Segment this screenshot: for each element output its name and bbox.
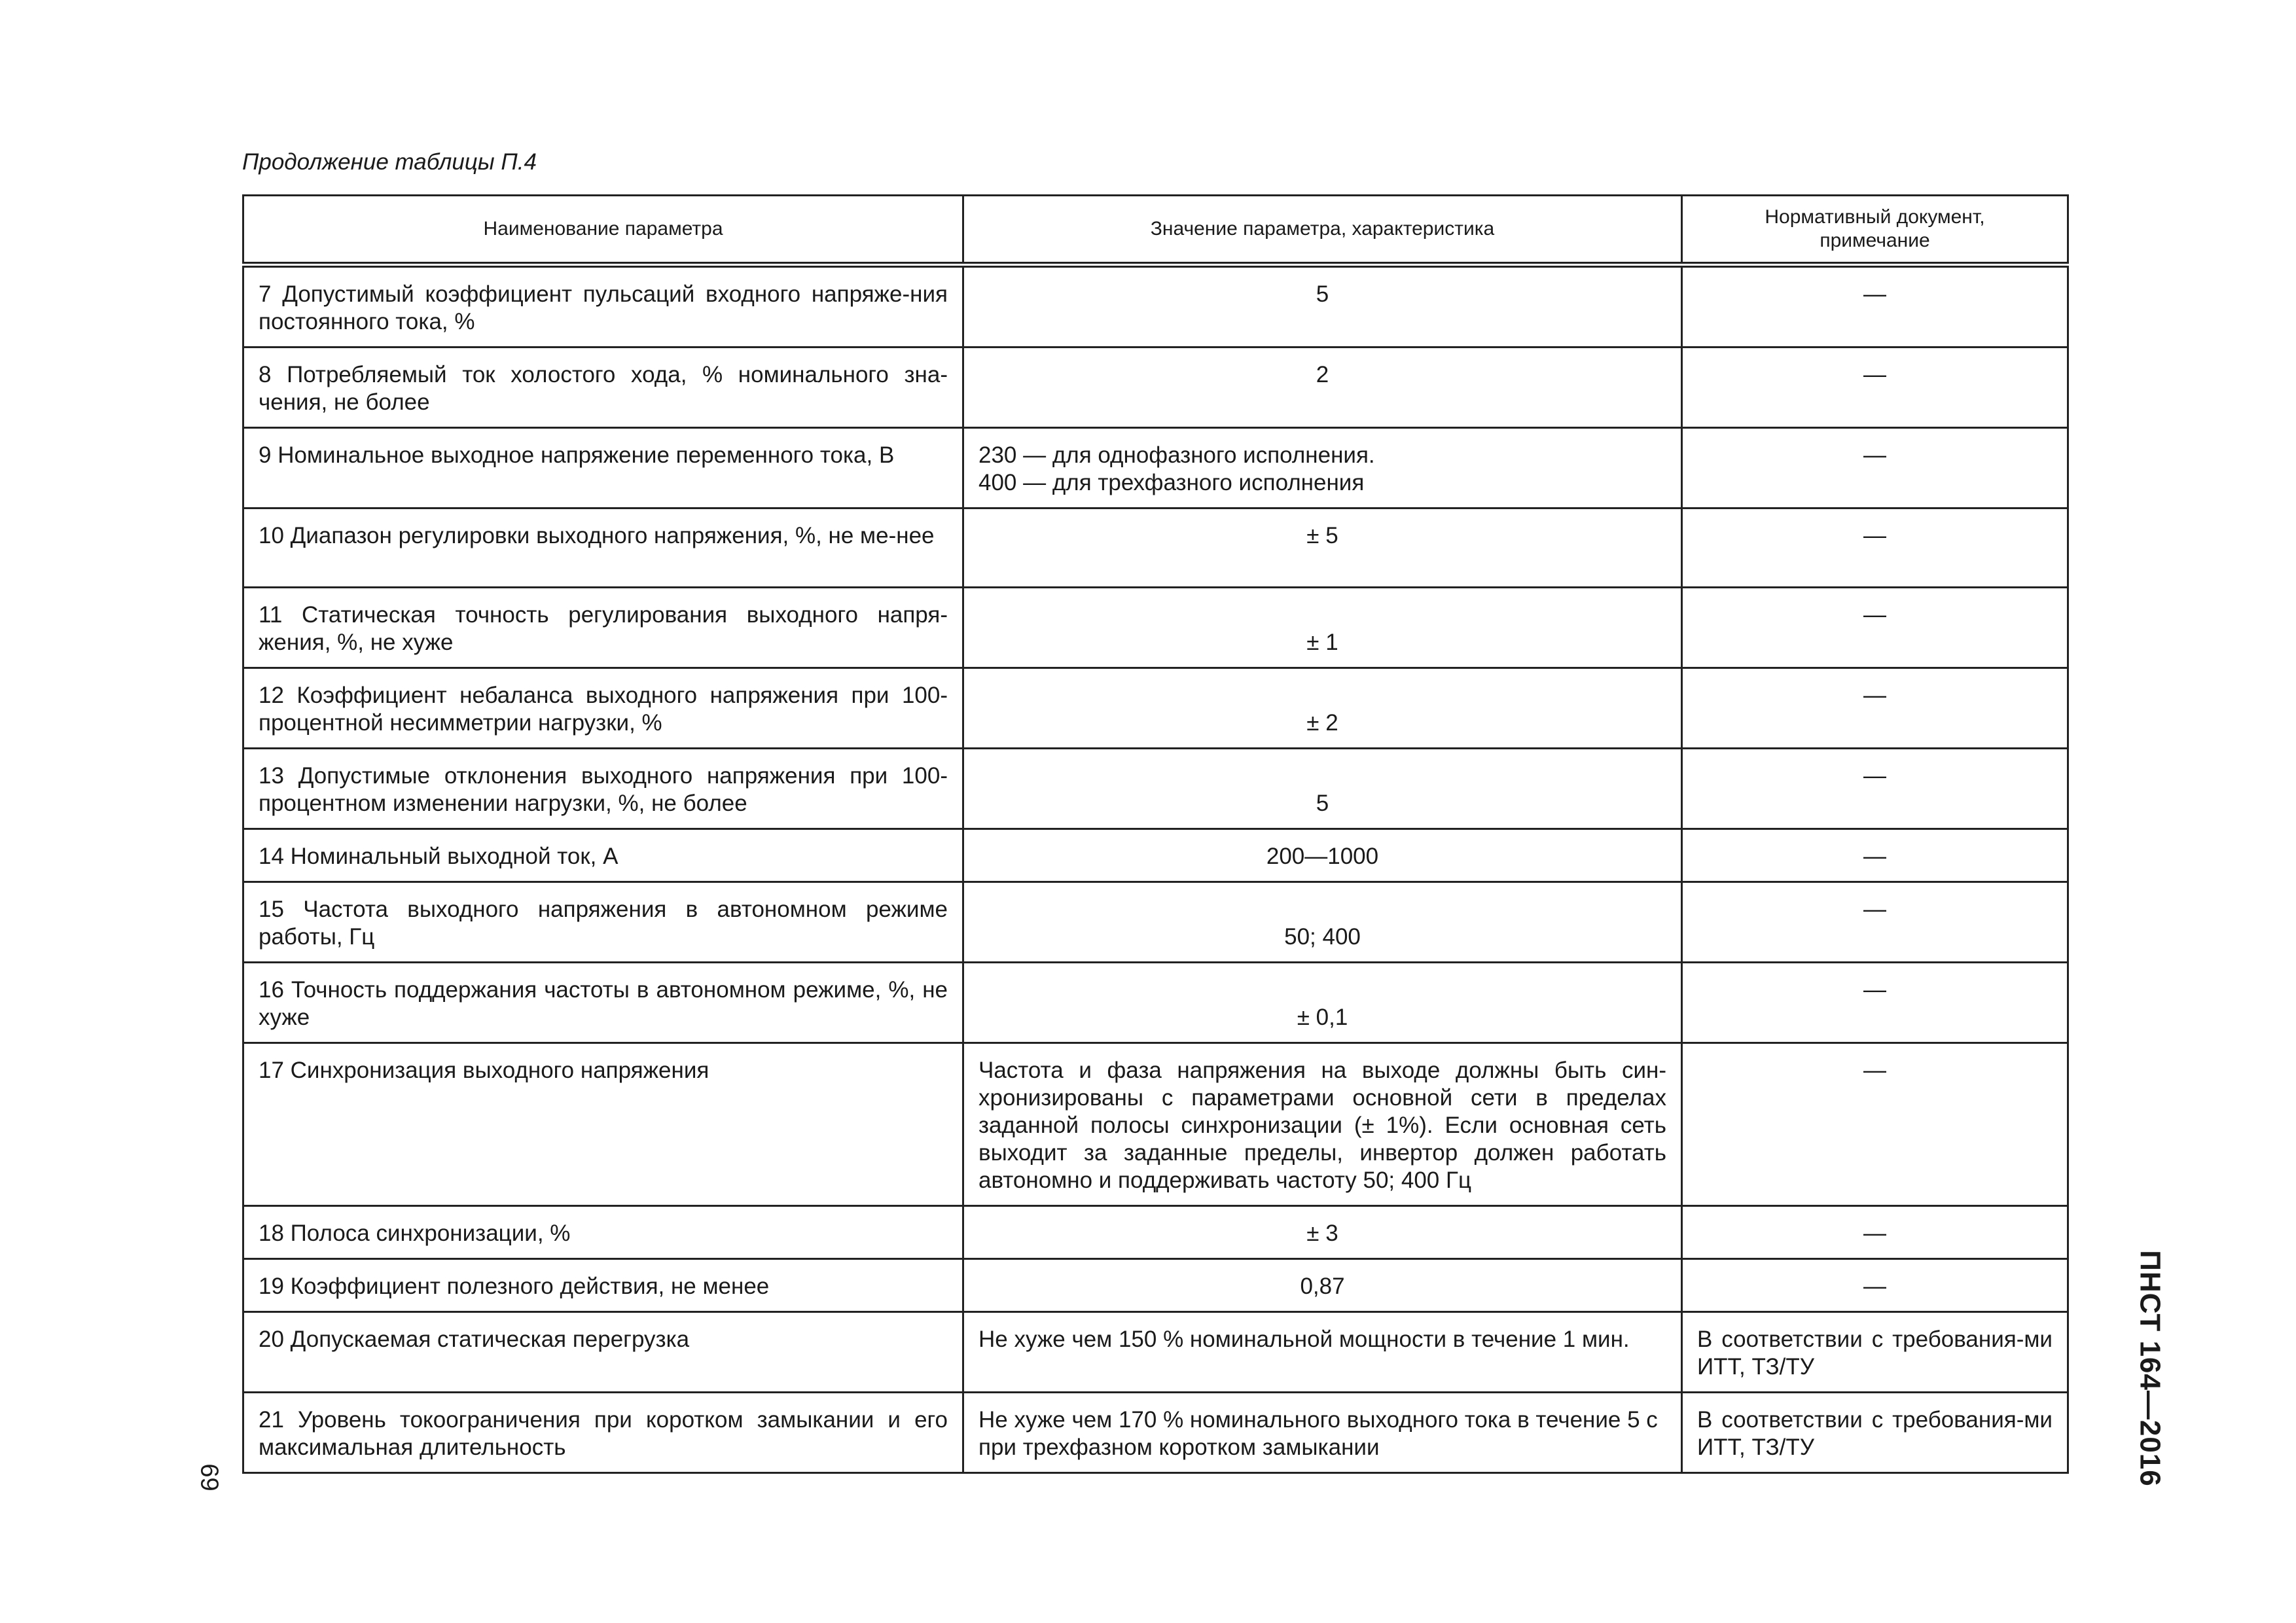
- table-row: [243, 508, 2068, 588]
- param-value: 0,87: [963, 1259, 1682, 1312]
- param-name: 20 Допускаемая статическая перегрузка: [243, 1312, 963, 1393]
- header-normative-document: Нормативный документ, примечание: [1682, 196, 2068, 265]
- table-row: [243, 1312, 2068, 1393]
- param-note: —: [1682, 829, 2068, 882]
- table-row: [243, 428, 2068, 508]
- param-value: Не хуже чем 150 % номинальной мощности в течение 1 мин.: [963, 1312, 1682, 1393]
- param-name: 11 Статическая точность регулирования выходного напря-жения, %, не хуже: [243, 588, 963, 668]
- param-note: —: [1682, 508, 2068, 588]
- table-caption: Продолжение таблицы П.4: [242, 149, 537, 175]
- param-name: 15 Частота выходного напряжения в автономном режиме работы, Гц: [243, 882, 963, 963]
- param-name: 13 Допустимые отклонения выходного напряжения при 100-процентном изменении нагрузки, %, не более: [243, 749, 963, 829]
- param-name: 18 Полоса синхронизации, %: [243, 1206, 963, 1259]
- page-number: 69: [195, 1463, 223, 1491]
- param-value: Частота и фаза напряжения на выходе должны быть син-хронизированы с параметрами основной сети в пределах заданной полосы синхронизации (± 1%). Если основная сеть выходит за заданные пределы, инвертор должен работать автономно и поддерживать частоту 50; 400 Гц: [963, 1043, 1682, 1206]
- param-name: 21 Уровень токоограничения при коротком замыкании и его максимальная длительность: [243, 1393, 963, 1473]
- param-value: 5: [963, 749, 1682, 829]
- param-value: ± 2: [963, 668, 1682, 749]
- param-note: —: [1682, 588, 2068, 668]
- param-note: —: [1682, 668, 2068, 749]
- param-name: 10 Диапазон регулировки выходного напряжения, %, не ме-нее: [243, 508, 963, 588]
- param-name: 8 Потребляемый ток холостого хода, % номинального зна-чения, не более: [243, 348, 963, 428]
- table-row: [243, 749, 2068, 829]
- header-parameter-value: Значение параметра, характеристика: [963, 196, 1682, 265]
- param-note: —: [1682, 1259, 2068, 1312]
- param-note: —: [1682, 428, 2068, 508]
- param-note: В соответствии с требования-ми ИТТ, ТЗ/ТУ: [1682, 1393, 2068, 1473]
- param-note: —: [1682, 882, 2068, 963]
- header-parameter-name: Наименование параметра: [243, 196, 963, 265]
- param-note: —: [1682, 1206, 2068, 1259]
- param-name: 19 Коэффициент полезного действия, не менее: [243, 1259, 963, 1312]
- param-value: 230 — для однофазного исполнения. 400 — для трехфазного исполнения: [963, 428, 1682, 508]
- table-row: [243, 265, 2068, 348]
- table-row: [243, 1393, 2068, 1473]
- table-row: [243, 1043, 2068, 1206]
- param-value: 200—1000: [963, 829, 1682, 882]
- table-row: [243, 829, 2068, 882]
- table-row: [243, 348, 2068, 428]
- param-name: 17 Синхронизация выходного напряжения: [243, 1043, 963, 1206]
- param-value: ± 0,1: [963, 963, 1682, 1043]
- param-name: 7 Допустимый коэффициент пульсаций входного напряже-ния постоянного тока, %: [243, 265, 963, 348]
- document-code: ПНСТ 164—2016: [2134, 1250, 2166, 1487]
- param-name: 12 Коэффициент небаланса выходного напряжения при 100-процентной несимметрии нагрузки, %: [243, 668, 963, 749]
- param-note: —: [1682, 749, 2068, 829]
- param-value: Не хуже чем 170 % номинального выходного тока в течение 5 с при трехфазном коротком замыкании: [963, 1393, 1682, 1473]
- param-value: 5: [963, 265, 1682, 348]
- param-note: В соответствии с требования-ми ИТТ, ТЗ/ТУ: [1682, 1312, 2068, 1393]
- param-note: —: [1682, 348, 2068, 428]
- param-name: 14 Номинальный выходной ток, А: [243, 829, 963, 882]
- param-value: 2: [963, 348, 1682, 428]
- param-value: ± 3: [963, 1206, 1682, 1259]
- table-row: [243, 882, 2068, 963]
- table-row: [243, 1206, 2068, 1259]
- param-value: ± 5: [963, 508, 1682, 588]
- param-value: 50; 400: [963, 882, 1682, 963]
- parameters-table: [242, 194, 2069, 1474]
- param-name: 16 Точность поддержания частоты в автономном режиме, %, не хуже: [243, 963, 963, 1043]
- param-value: ± 1: [963, 588, 1682, 668]
- table-row: [243, 668, 2068, 749]
- table-row: [243, 963, 2068, 1043]
- param-note: —: [1682, 1043, 2068, 1206]
- table-row: [243, 1259, 2068, 1312]
- param-name: 9 Номинальное выходное напряжение переменного тока, В: [243, 428, 963, 508]
- table-row: [243, 588, 2068, 668]
- param-note: —: [1682, 265, 2068, 348]
- table-header-row: [243, 196, 2068, 265]
- param-note: —: [1682, 963, 2068, 1043]
